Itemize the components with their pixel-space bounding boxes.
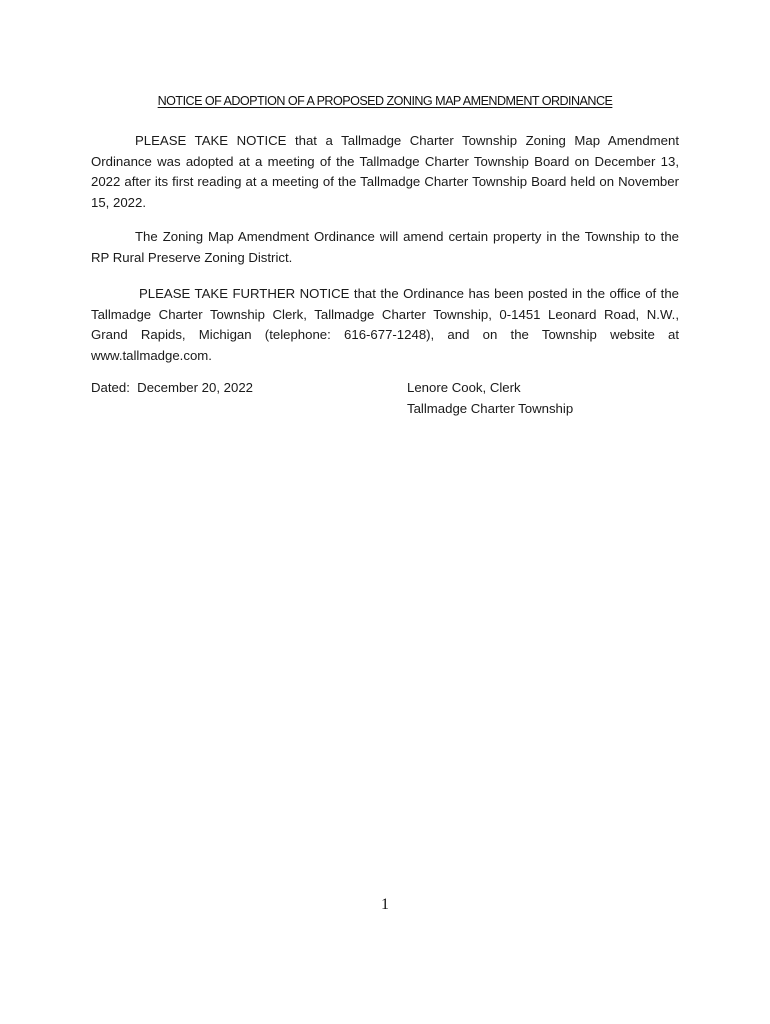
notice-paragraph-posting: PLEASE TAKE FURTHER NOTICE that the Ordinance has been posted in the office of the Tallmadge Charter Township Clerk, Tallmadge Charter Township, 0-1451 Leonard Road, N.W., Grand Rapids, Michigan (telephone: 616-677-1248), and on the Township website at www.tallmadge.com.: [91, 286, 679, 363]
notice-paragraph-amendment: The Zoning Map Amendment Ordinance will amend certain property in the Township to the RP Rural Preserve Zoning District.: [91, 229, 679, 265]
signer-name: Lenore Cook, Clerk: [407, 380, 521, 395]
document-title: NOTICE OF ADOPTION OF A PROPOSED ZONING MAP AMENDMENT ORDINANCE: [157, 94, 613, 108]
signer-organization: Tallmadge Charter Township: [407, 400, 574, 416]
notice-paragraph-adoption: PLEASE TAKE NOTICE that a Tallmadge Charter Township Zoning Map Amendment Ordinance was adopted at a meeting of the Tallmadge Charter Township Board on December 13, 2022 after its first reading at a meeting of the Tallmadge Charter Township Board held on November 15, 2022.: [91, 133, 679, 210]
page-number: 1: [381, 896, 389, 913]
dated-line: Dated: December 20, 2022: [91, 380, 254, 395]
signature-block: [407, 378, 573, 419]
